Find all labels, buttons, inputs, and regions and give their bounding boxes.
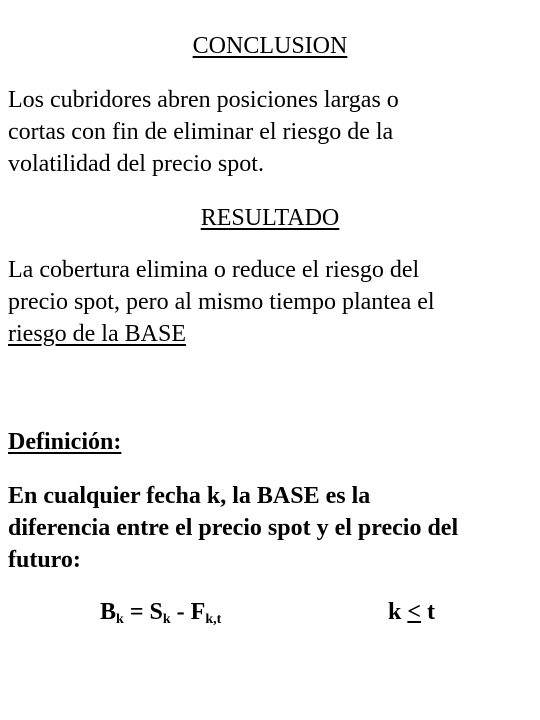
base-formula	[100, 596, 221, 628]
resultado-heading: RESULTADO	[200, 205, 340, 231]
resultado-line-2: precio spot, pero al mismo tiempo plantea el	[8, 289, 435, 315]
condition-left: k	[388, 599, 408, 625]
formula-b-subscript: k	[116, 612, 124, 627]
formula-b: B	[100, 599, 117, 625]
conclusion-line-3: volatilidad del precio spot.	[8, 151, 264, 177]
formula-f-subscript: k,t	[205, 612, 222, 627]
definicion-line-3: futuro:	[8, 547, 81, 573]
formula-equals: =	[123, 599, 150, 625]
formula-s: S	[149, 599, 163, 625]
definicion-line-1: En cualquier fecha k, la BASE es la	[8, 483, 371, 509]
definicion-line-2: diferencia entre el precio spot y el precio del	[8, 515, 459, 541]
definicion-heading: Definición:	[8, 429, 122, 455]
formula-f: F	[190, 599, 206, 625]
resultado-line-1: La cobertura elimina o reduce el riesgo del	[8, 257, 420, 283]
conclusion-heading: CONCLUSION	[192, 33, 348, 59]
condition-less-equal: <	[407, 599, 422, 625]
condition-right: t	[421, 599, 436, 625]
conclusion-line-2: cortas con fin de eliminar el riesgo de la	[8, 119, 394, 145]
resultado-line-3: riesgo de la BASE	[8, 321, 186, 347]
formula-s-subscript: k	[162, 612, 171, 627]
formula-condition	[388, 596, 435, 628]
conclusion-line-1: Los cubridores abren posiciones largas o	[8, 87, 399, 113]
formula-minus: -	[170, 599, 191, 625]
